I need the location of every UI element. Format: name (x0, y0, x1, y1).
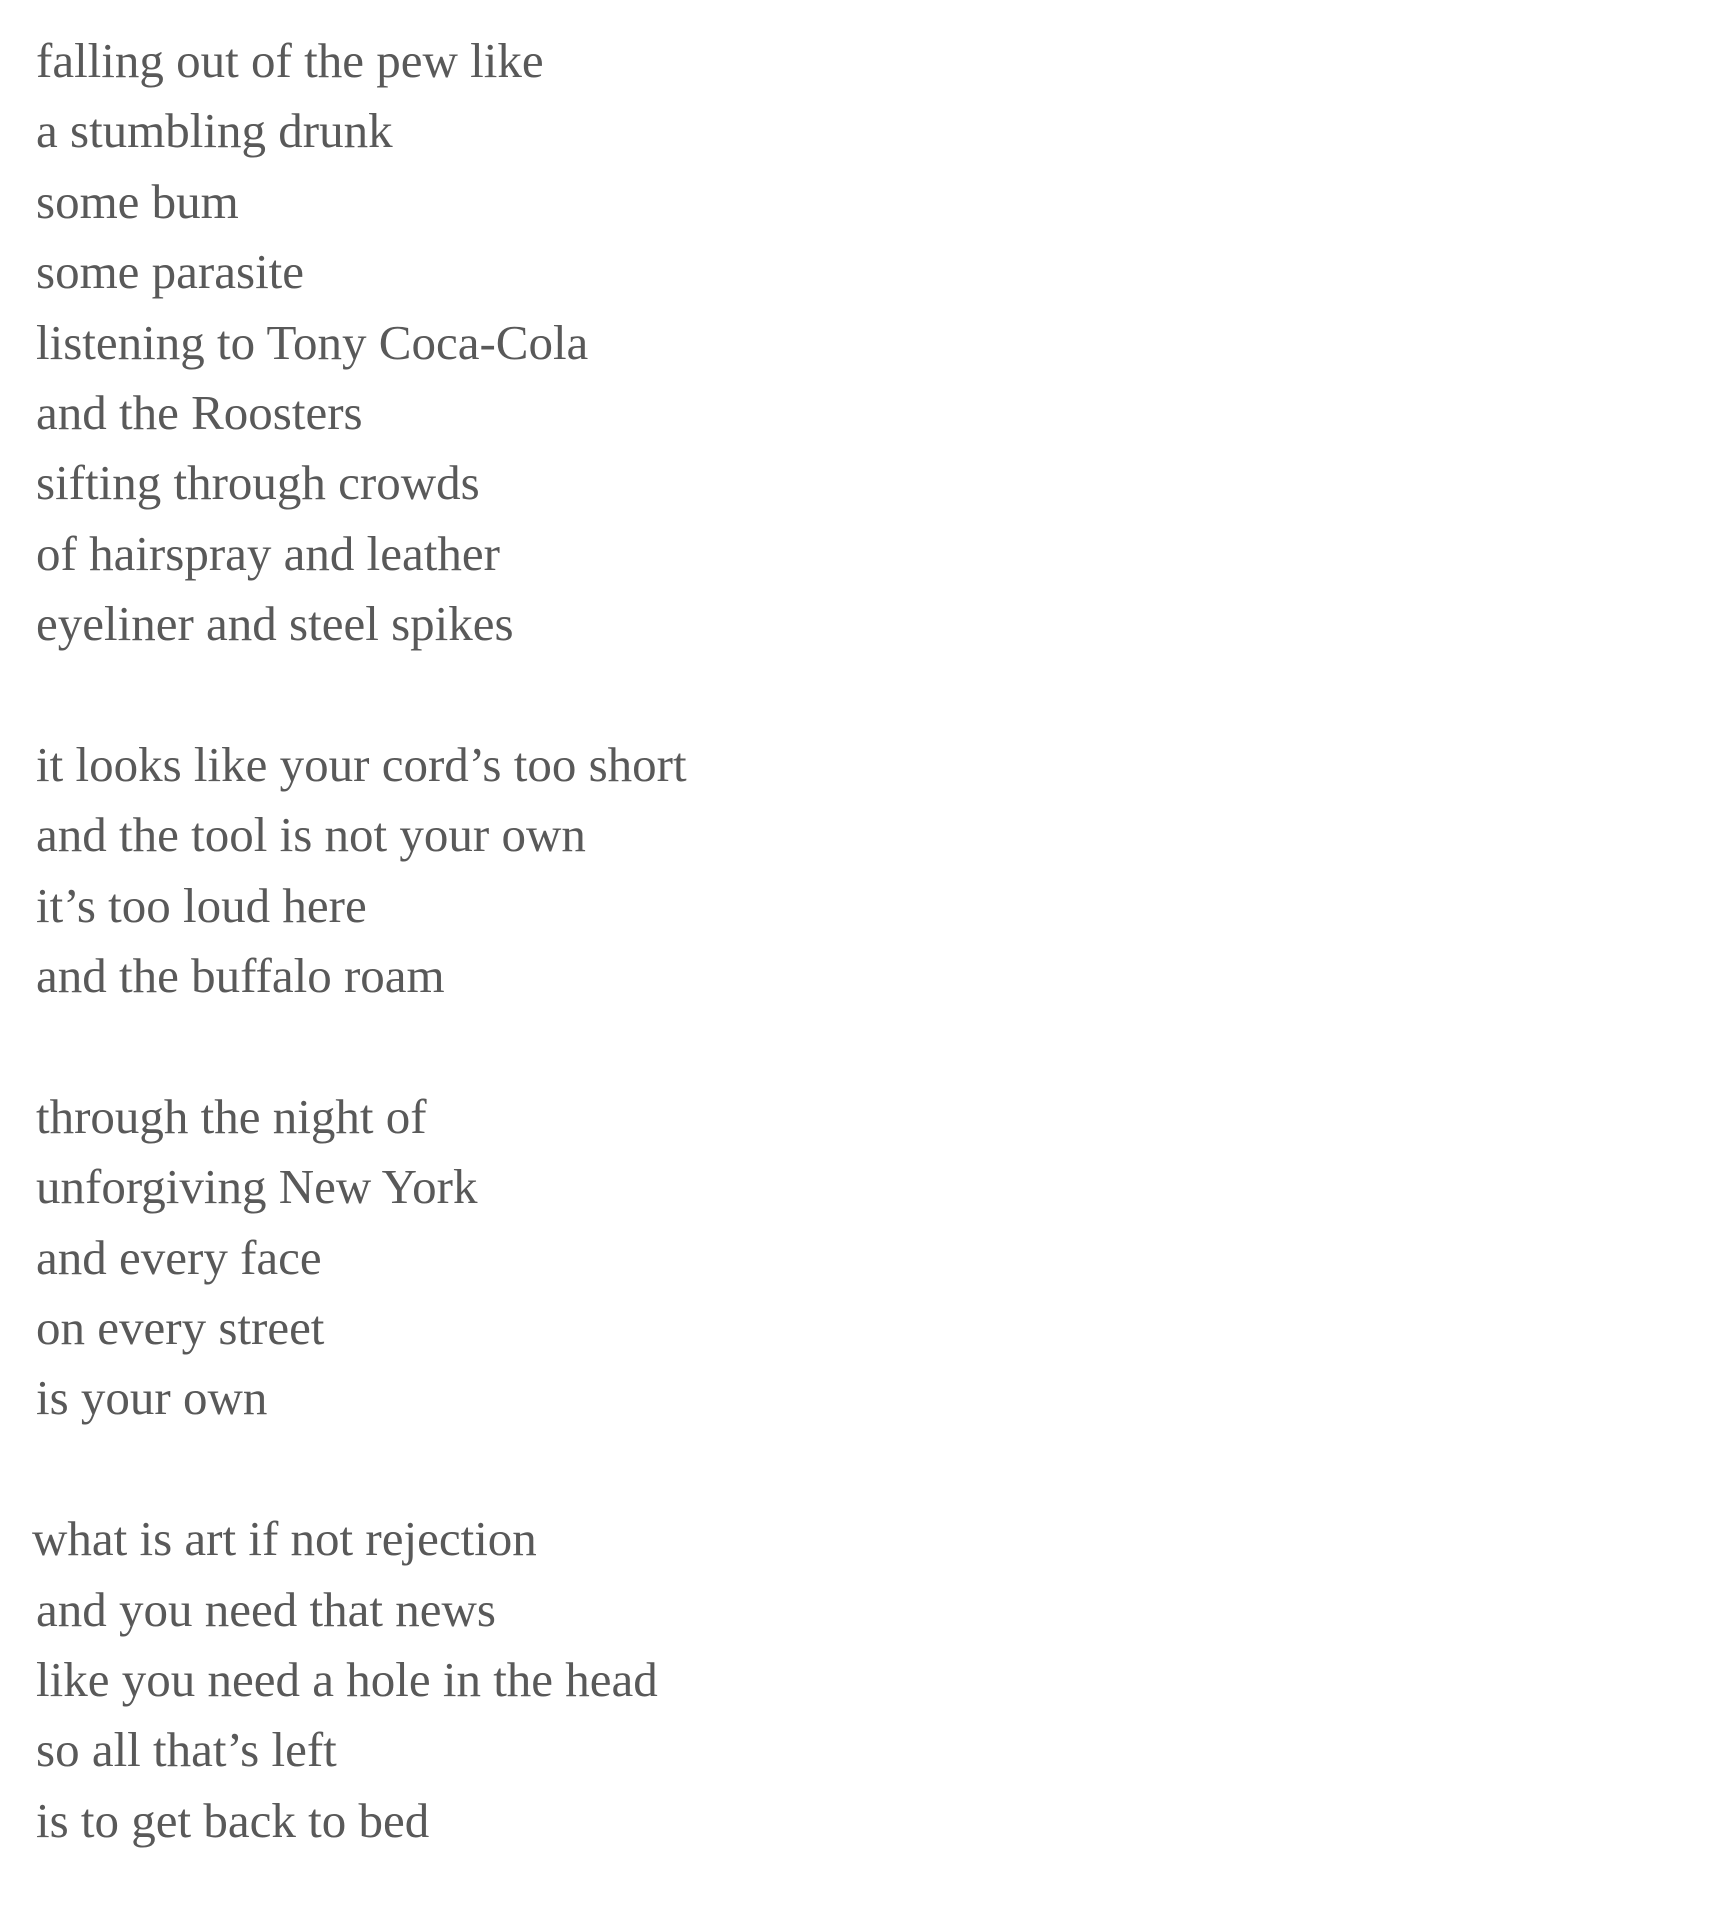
poem-line: and the Roosters (36, 384, 363, 440)
poem-line: and you need that news (36, 1581, 496, 1637)
poem-line: of hairspray and leather (36, 525, 500, 581)
poem-line: falling out of the pew like (36, 33, 544, 88)
poem-line: a stumbling drunk (36, 103, 393, 159)
poem-line: listening to Tony Coca-Cola (36, 314, 589, 370)
poem-line: unforgiving New York (36, 1159, 478, 1215)
poem-line: what is art if not rejection (32, 1511, 537, 1567)
poem-line: like you need a hole in the head (36, 1651, 658, 1707)
poem-body (32, 26, 1686, 1856)
poem-line: some parasite (36, 244, 305, 300)
poem-line: is your own (36, 1370, 268, 1426)
poem-line: through the night of (36, 1088, 427, 1144)
stanza-3 (36, 1082, 1686, 1434)
poem-line: sifting through crowds (36, 455, 480, 511)
stanza-4 (32, 1504, 1686, 1856)
poem-line: eyeliner and steel spikes (36, 596, 514, 652)
poem-line: it’s too loud here (36, 877, 367, 933)
poem-line: and every face (36, 1229, 322, 1285)
poem-line: some bum (36, 173, 239, 229)
stanza-2 (36, 730, 1686, 1012)
poem-line: it looks like your cord’s too short (36, 736, 687, 792)
poem-line: so all that’s left (36, 1722, 337, 1778)
poem-line: on every street (36, 1300, 325, 1356)
stanza-1 (36, 26, 1686, 660)
poem-line: and the tool is not your own (36, 807, 586, 863)
poem-line: is to get back to bed (36, 1792, 430, 1848)
poem-line: and the buffalo roam (36, 948, 445, 1004)
